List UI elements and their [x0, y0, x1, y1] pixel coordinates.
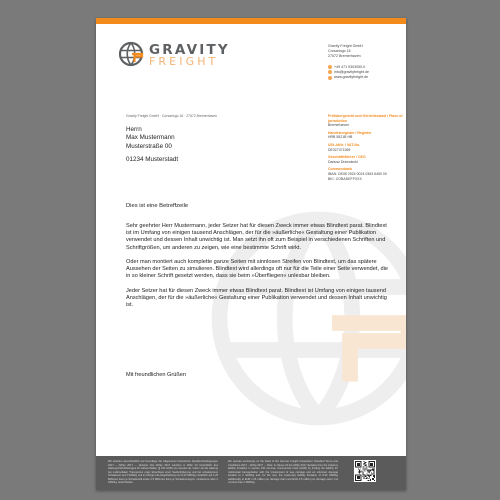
info-value-ceo: Dariusz Drzewiecki: [328, 159, 358, 164]
closing-greeting: Mit freundlichen Grüßen: [126, 372, 187, 378]
recipient-name: Max Mustermann: [126, 134, 175, 142]
recipient-city: 01234 Musterstadt: [126, 156, 179, 163]
mail-icon: [328, 70, 332, 74]
info-value-bic: BIC: COBADEFFXXX: [328, 176, 362, 181]
return-address-line: Gravity Freight GmbH · Corsariogo 16 · 27572 Bremerhaven: [126, 114, 218, 118]
info-value-register: HRB 5521B HB: [328, 135, 353, 140]
body-paragraph-2: Oder man montiert auch komplette ganze Seiten mit sinnlosen Streifen von Blindtext, um das spätere Aussehen der Seiten zu simulieren. Blindtext wird allerdings oft nur für die Teile einer Seite verwendet, die in so kleiner Schrift gesetzt werden, dass sie beim »Überfliegen« unlesbar bleiben.: [126, 259, 389, 280]
letter-body: [126, 223, 388, 317]
globe-logo-icon: [118, 41, 144, 67]
info-value-jurisdiction: Bremerhaven: [328, 123, 350, 128]
recipient-street: Musterstraße 00: [126, 142, 172, 150]
info-label-bank: Commerzbank: [328, 167, 353, 172]
phone-icon: [328, 65, 332, 69]
qr-code-icon[interactable]: [354, 460, 376, 482]
footer-terms-german: Wir arbeiten ausschließlich auf Grundlage der Allgemeinen Deutschen Spediteurbedingungen 2017 – ADSp 2017 –. Hinweis: Die ADSp 2017 weichen in Ziffer 23 hinsichtlich des Haftungshöchstbetrages für Güterschäden (§ 431 HGB) vom Gesetz ab, indem sie die Haftung bei multimodalen Transporten unter Einschluss einer Seebeförderung und bei unbekanntem Schadenort auf 2 SZR/kg und im Übrigen die Regelhaftung von 8,33 SZR/kg zusätzlich auf 1,25 Millionen Euro je Schadenfall sowie 2,5 Millionen Euro je Schadenereignis, mindestens aber 2 SZR/kg, beschränken.: [108, 460, 219, 484]
letter-page: [96, 18, 406, 490]
web-icon: [328, 76, 332, 80]
sender-city: 27572 Bremerhaven: [328, 54, 361, 59]
info-label-jurisdiction: Prüfobergericht und Gerichtsstand / Place of jurisdiction: [328, 114, 403, 123]
info-label-register: Handelsregister / Register: [328, 130, 372, 135]
body-paragraph-1: Sehr geehrter Herr Mustermann, jeder Setzer hat für diesen Zweck immer etwas Blindtext parat. Blindtext ist im Umfang von einigen tausend Anschlägen, der für die »äußerliche« Gestaltung einer Publikation verwendet und dessen Inhalt unwichtig ist. Man setzt ihn oft zum Beispiel in verschiedenen Schriften und Schriftgrößen, um anderen zu zeigen, wie eine bestimmte Schrift wirkt.: [126, 223, 387, 251]
contact-phone: +49 471 9303050-0: [328, 65, 404, 70]
contact-website[interactable]: www.gravityfreight.de: [328, 75, 404, 80]
sender-company: Gravity Freight GmbH: [328, 44, 363, 48]
recipient-address: [126, 126, 175, 151]
footer-bar: [96, 456, 406, 490]
logo-wordmark-freight: FREIGHT: [149, 55, 219, 68]
info-value-iban: IBAN: DE08 2924 0024 0363 6450 00: [328, 171, 387, 176]
company-info-column: [328, 114, 404, 184]
sender-street: Corsariogo 16: [328, 49, 351, 54]
info-label-ceo: Geschäftsführer / CEO: [328, 155, 366, 160]
accent-top-bar: [96, 18, 406, 24]
sender-address: [328, 44, 404, 80]
recipient-salutation: Herrn: [126, 126, 142, 133]
info-value-vat: DE327471369: [328, 147, 351, 152]
body-paragraph-3: Jeder Setzer hat für diesen Zweck immer etwas Blindtext parat. Blindtext ist Umfang von einigen tausend Anschlägen, der für die »äußerliche« Gestaltung einer Publikation verwendet und dessen Inhalt unwichtig ist.: [126, 287, 387, 309]
company-logo: [118, 40, 238, 68]
footer-terms-english: We operate exclusively on the basis of the German Freight Forwarders' Standard Terms and Conditions 2017 – ADSp 2017 –. Note: In clause 23 the ADSp 2017 deviates from the statutory liability limitation in section 431 German Commercial Code (HGB) by limiting the liability for multimodal transportation with the involvement of sea carriage and an unknown damage location to 2 SDR/kg and, for the rest, the customary liability limitation of 8.33 SDR/kg additionally to EUR 1.25 million per damage claim and EUR 2.5 million per damage event, but not less than 2 SDR/kg.: [228, 460, 338, 484]
info-label-vat: USt.-IdNr. / VAT-No.: [328, 142, 360, 147]
subject-line: Dies ist eine Betreffzeile: [126, 203, 189, 209]
logo-wordmark-gravity: GRAVITY: [149, 42, 230, 58]
contact-email[interactable]: info@gravityfreight.de: [328, 70, 404, 75]
